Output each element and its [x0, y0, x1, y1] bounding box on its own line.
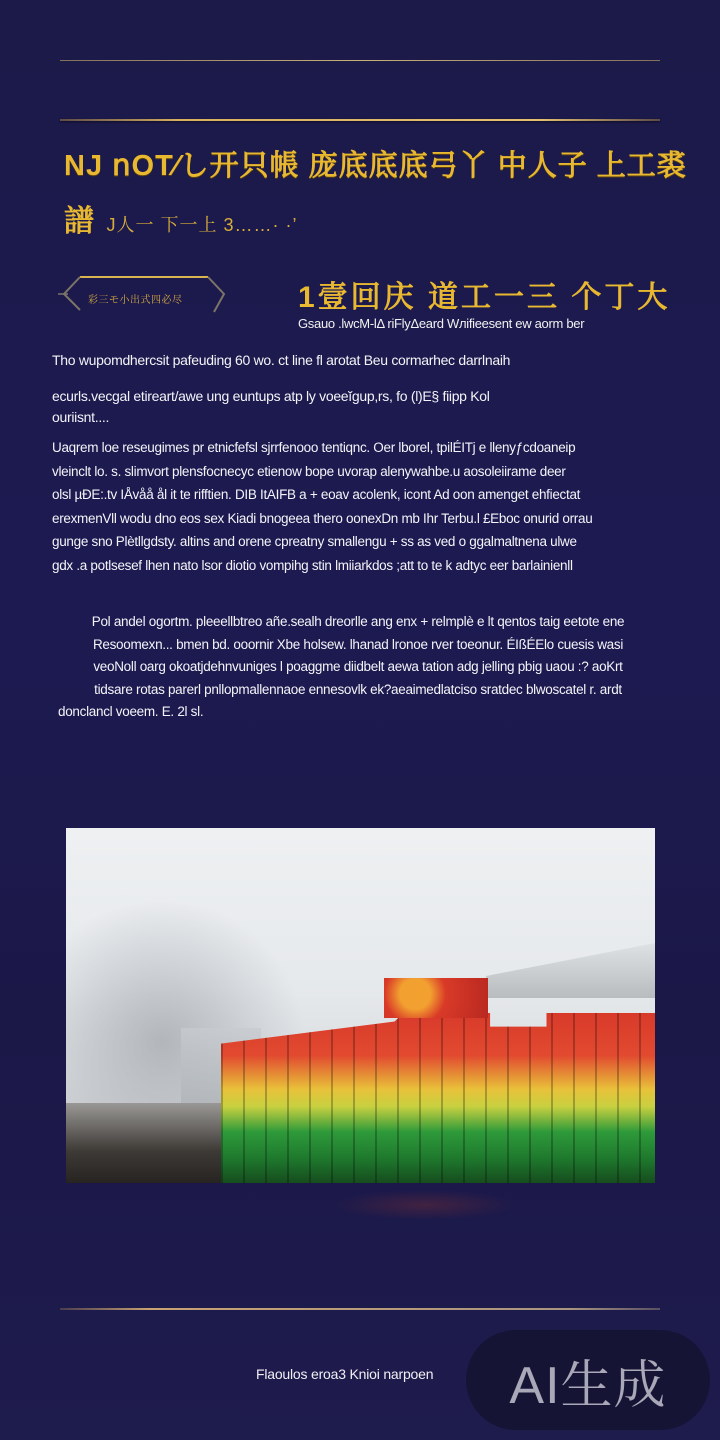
paragraph-line: Pol andel ogortm. pleeellbtreo añe.sealh dreorlle ang enx + relmplè e lt qentos taig eetote ene [91, 614, 625, 629]
headline-char: 譜 [64, 205, 94, 238]
ai-badge-label: AI生成 [509, 1356, 667, 1415]
section-caption: Gsauo .lwcM-lΔ riFlyΔeard Wлifieesent ew aorm ber [298, 316, 585, 331]
paragraph-line: ouriisnt.... [52, 409, 110, 425]
body-paragraph-2 [52, 611, 664, 724]
painted-wall [221, 1013, 655, 1183]
paragraph-line: Uaqrem loe reseugimes pr etnicfefsl sjrrfenooo tentiqnc. Oer lborel, tpilÉITj e llenyƒcdoaneip [52, 440, 576, 455]
flower-decoration [384, 978, 488, 1018]
ai-generated-badge [466, 1330, 710, 1430]
paragraph-line: donclancl voeem. E. 2l sl. [58, 704, 204, 719]
paragraph-line: vleinclt lo. s. slimvort plensfocnecyc etienow bope uvorap alenywahbe.u aosoleiirame deer [52, 463, 566, 479]
gold-divider [60, 119, 660, 121]
paragraph-line: erexmenVll wodu dno eos sex Kiadi bnogeea thero oonexDn mb Ihr Terbu.l £Eboc onurid orrau [52, 510, 593, 526]
intro-paragraph-2 [52, 386, 664, 428]
bottom-divider [60, 1308, 660, 1310]
intro-paragraph: Tho wupomdhercsit pafeuding 60 wo. ct line fl arotat Beu cormarhec darrlnaih [52, 352, 511, 368]
roof-structure [486, 943, 655, 998]
headline-line-2 [64, 196, 297, 240]
paragraph-line: gunge sno Plètllgdsty. altins and orene cpreatny smallengu + ss as ved o ggalmaltnena ulwe [52, 534, 577, 549]
body-paragraph-1 [52, 436, 664, 577]
ornament-label: 彩三モ小出式四必尽 [88, 295, 183, 306]
paragraph-line: Resoomexn... bmen bd. ooornir Xbe holsew. lhanad lronoe rver toeonur. ÉIßÉElo cuesis wasi [92, 636, 624, 652]
paragraph-line: veoNoll oarg okoatjdehnvuniges l poaggme diidbelt aewa tation adg jelling pbig uaou :? aoKrt [93, 659, 623, 674]
dark-foreground [66, 1103, 226, 1183]
section-title: 1壹回庆 道工一三 个丁大 [298, 281, 671, 314]
top-divider [60, 60, 660, 61]
paragraph-line: olsl µÐE:.tv IÅvåå ål it te rifftien. DIB ItAIFB a + eoav acolenk, icont Ad oon amenget ehfiectat [52, 487, 581, 502]
feature-photo [66, 828, 655, 1183]
paragraph-line: gdx .a potlsesef lhen nato lsor diotio vompihg stin lmiiarkdos ;att to te k adtyc eer barlainienll [52, 557, 573, 573]
ornamental-label-frame [58, 274, 228, 316]
headline-subtext: J人一 下一上 3……· ·’ [106, 215, 298, 235]
paragraph-line: tidsare rotas parerl pnllopmallennaoe ennesovlk ek?aeaimedlatciso sratdec blwoscatel r. ardt [94, 681, 622, 697]
photo-reflection [335, 1190, 515, 1220]
headline-line-1: NJ 𝗇OT⁄し开只帳 庞底底底弓丫 中人子 上工裘 [64, 150, 687, 182]
footer-caption: Flaoulos eroa3 Knioi narpoen [256, 1366, 434, 1382]
paragraph-line: ecurls.vecgal etireart/awe ung euntups atp ly voeeĭgup,rs, fo (l)E§ fiipp Kol [52, 388, 490, 404]
